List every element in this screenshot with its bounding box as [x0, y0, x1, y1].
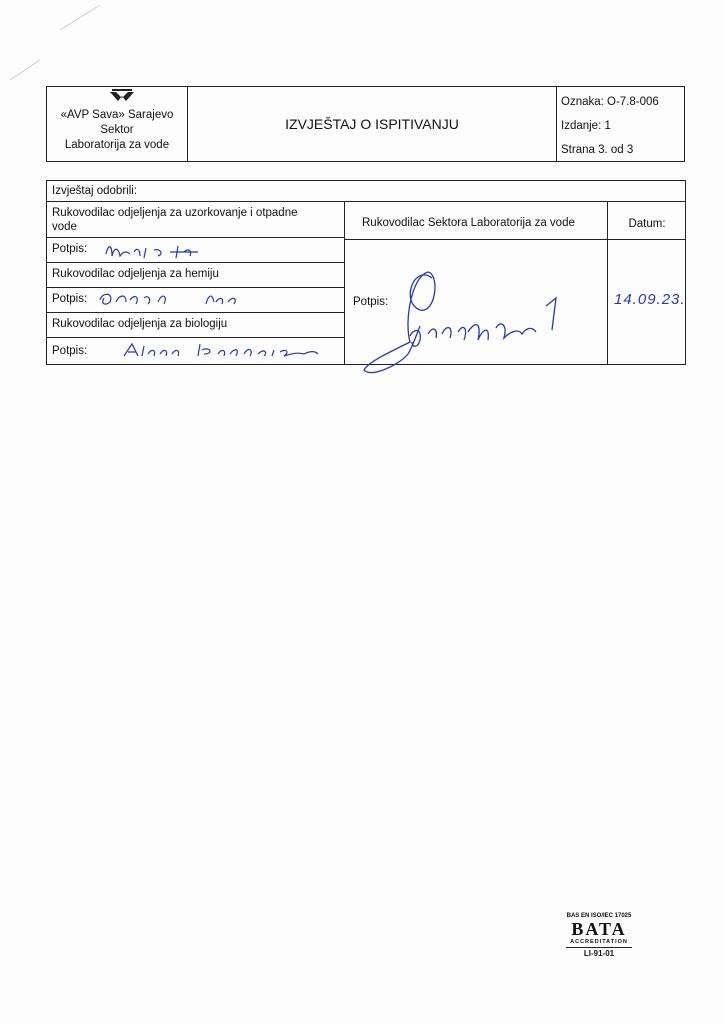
- dept-biology-label: Rukovodilac odjeljenja za biologiju: [52, 318, 228, 330]
- signature-label-sampling: Potpis:: [52, 243, 88, 255]
- approval-heading: Izvještaj odobrili:: [52, 185, 138, 197]
- sector-head-label: Rukovodilac Sektora Laboratorija za vode: [362, 217, 575, 229]
- accreditation-mark: [556, 913, 642, 963]
- approval-date: 14.09.23.: [614, 291, 686, 308]
- doc-code: Oznaka: O-7.8-006: [561, 96, 659, 108]
- signature-label-chemistry: Potpis:: [52, 293, 88, 305]
- scan-artifact: [0, 0, 110, 90]
- org-sector: Sektor: [100, 124, 134, 136]
- org-name: «AVP Sava» Sarajevo: [60, 109, 174, 121]
- date-header: Datum:: [628, 218, 666, 230]
- accreditation-standard: BAS EN ISO/IEC 17025: [566, 913, 632, 919]
- doc-page: Strana 3. od 3: [561, 144, 634, 156]
- dept-sampling-label-cont: vode: [52, 221, 77, 233]
- document-title: IZVJEŠTAJ O ISPITIVANJU: [285, 116, 459, 132]
- dept-sampling-label: Rukovodilac odjeljenja za uzorkovanje i otpadne: [52, 207, 298, 219]
- accreditation-subtitle: ACCREDITATION: [570, 939, 628, 945]
- dept-chemistry-label: Rukovodilac odjeljenja za hemiju: [52, 268, 219, 280]
- accreditation-code: LI-91-01: [583, 949, 615, 958]
- signature-label-sector: Potpis:: [353, 296, 389, 308]
- accreditation-brand: BATA: [571, 919, 627, 939]
- org-laboratory: Laboratorija za vode: [64, 139, 170, 151]
- doc-edition: Izdanje: 1: [561, 120, 611, 132]
- signature-label-biology: Potpis:: [52, 345, 88, 357]
